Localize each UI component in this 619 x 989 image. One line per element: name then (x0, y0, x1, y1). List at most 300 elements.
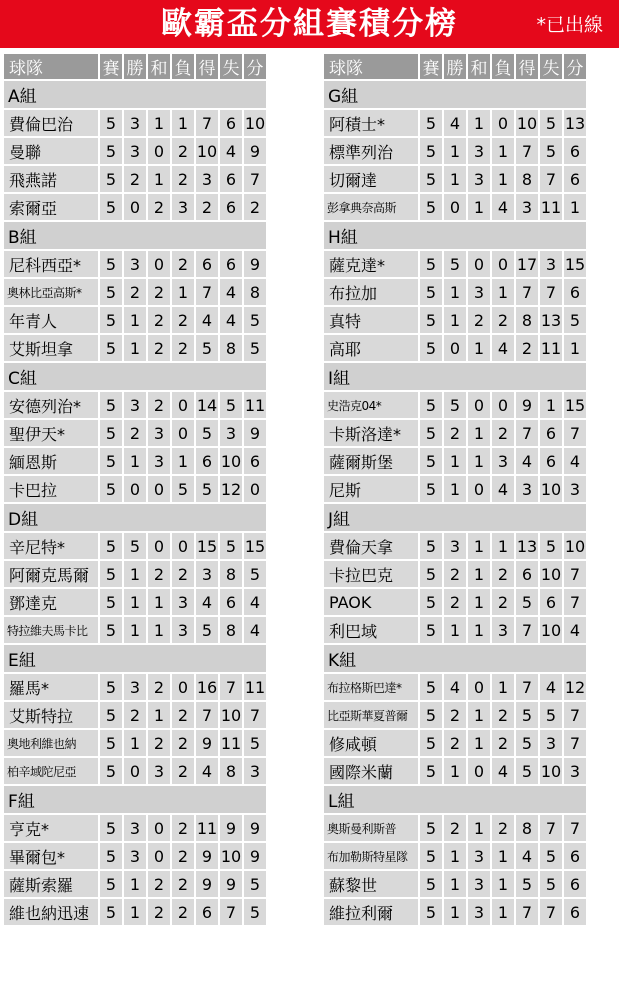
group-name: C組 (4, 363, 266, 390)
stat-f: 9 (196, 871, 218, 897)
team-name: 卡拉巴克 (324, 561, 418, 587)
column-header: 得 (516, 54, 538, 79)
table-row (4, 758, 266, 784)
stat-f: 11 (196, 815, 218, 841)
table-row (324, 166, 586, 192)
stat-w: 3 (124, 110, 146, 136)
stat-d: 0 (468, 251, 490, 277)
stat-pts: 7 (564, 420, 586, 446)
stat-pts: 6 (564, 899, 586, 925)
stat-a: 7 (540, 279, 562, 305)
stat-w: 5 (444, 392, 466, 418)
team-name: 費倫巴治 (4, 110, 98, 136)
stat-w: 1 (124, 561, 146, 587)
stat-a: 4 (540, 674, 562, 700)
stat-w: 1 (444, 448, 466, 474)
stat-w: 1 (124, 730, 146, 756)
stat-p: 5 (420, 138, 442, 164)
column-header: 得 (196, 54, 218, 79)
table-row (4, 871, 266, 897)
table-row (4, 702, 266, 728)
stat-l: 2 (172, 730, 194, 756)
stat-pts: 5 (244, 730, 266, 756)
team-name: 費倫天拿 (324, 533, 418, 559)
stat-p: 5 (420, 730, 442, 756)
stat-a: 10 (220, 448, 242, 474)
stat-d: 2 (148, 871, 170, 897)
stat-w: 1 (124, 335, 146, 361)
team-name: 薩克達* (324, 251, 418, 277)
team-name: 史浩克04* (324, 392, 418, 418)
stat-d: 3 (468, 871, 490, 897)
stat-p: 5 (420, 674, 442, 700)
stat-l: 2 (172, 335, 194, 361)
column-header: 負 (172, 54, 194, 79)
stat-w: 1 (124, 617, 146, 643)
team-name: 特拉維夫馬卡比 (4, 617, 98, 643)
stat-d: 1 (148, 617, 170, 643)
stat-a: 4 (220, 279, 242, 305)
stat-a: 7 (540, 166, 562, 192)
stat-d: 0 (468, 674, 490, 700)
stat-f: 8 (516, 815, 538, 841)
stat-a: 5 (540, 110, 562, 136)
table-row (4, 138, 266, 164)
group-name: E組 (4, 645, 266, 672)
stat-l: 5 (172, 476, 194, 502)
stat-l: 2 (172, 307, 194, 333)
stat-w: 2 (444, 702, 466, 728)
stat-f: 6 (196, 899, 218, 925)
team-name: 索爾亞 (4, 194, 98, 220)
stat-l: 2 (492, 561, 514, 587)
stat-pts: 4 (244, 589, 266, 615)
stat-d: 2 (148, 307, 170, 333)
team-name: 利巴域 (324, 617, 418, 643)
stat-d: 1 (468, 420, 490, 446)
stat-a: 8 (220, 617, 242, 643)
stat-p: 5 (100, 194, 122, 220)
stat-w: 1 (444, 871, 466, 897)
stat-w: 1 (444, 307, 466, 333)
stat-w: 5 (124, 533, 146, 559)
stat-f: 5 (196, 617, 218, 643)
stat-pts: 9 (244, 251, 266, 277)
team-name: 畢爾包* (4, 843, 98, 869)
table-row (324, 730, 586, 756)
stat-a: 10 (540, 561, 562, 587)
stat-f: 6 (516, 561, 538, 587)
column-header: 勝 (124, 54, 146, 79)
team-name: 聖伊天* (4, 420, 98, 446)
stat-d: 2 (148, 335, 170, 361)
team-name: 奧林比亞高斯* (4, 279, 98, 305)
stat-p: 5 (420, 251, 442, 277)
stat-f: 2 (516, 335, 538, 361)
stat-d: 0 (148, 815, 170, 841)
group-name: B組 (4, 222, 266, 249)
stat-p: 5 (100, 617, 122, 643)
table-row (324, 194, 586, 220)
team-name: 維拉利爾 (324, 899, 418, 925)
stat-w: 1 (444, 758, 466, 784)
stat-p: 5 (420, 420, 442, 446)
stat-l: 0 (492, 251, 514, 277)
stat-f: 5 (196, 476, 218, 502)
stat-f: 6 (196, 251, 218, 277)
stat-d: 3 (148, 758, 170, 784)
team-name: 飛燕諾 (4, 166, 98, 192)
stat-l: 2 (492, 815, 514, 841)
stat-f: 16 (196, 674, 218, 700)
stat-p: 5 (100, 815, 122, 841)
stat-p: 5 (420, 617, 442, 643)
table-row (324, 448, 586, 474)
stat-a: 10 (540, 758, 562, 784)
team-name: 尼科西亞* (4, 251, 98, 277)
stat-f: 7 (516, 420, 538, 446)
team-name: 羅馬* (4, 674, 98, 700)
stat-p: 5 (100, 392, 122, 418)
stat-p: 5 (100, 561, 122, 587)
table-row (324, 674, 586, 700)
team-name: 尼斯 (324, 476, 418, 502)
stat-pts: 5 (244, 335, 266, 361)
stat-f: 10 (516, 110, 538, 136)
stat-l: 1 (492, 871, 514, 897)
table-row (324, 476, 586, 502)
stat-f: 5 (516, 758, 538, 784)
table-row (4, 730, 266, 756)
group-name: K組 (324, 645, 586, 672)
stat-f: 9 (196, 730, 218, 756)
team-name: 國際米蘭 (324, 758, 418, 784)
stat-l: 2 (492, 730, 514, 756)
stat-p: 5 (420, 279, 442, 305)
table-row (324, 533, 586, 559)
table-row (4, 279, 266, 305)
stat-p: 5 (100, 589, 122, 615)
team-name: 卡斯洛達* (324, 420, 418, 446)
stat-w: 3 (124, 138, 146, 164)
stat-w: 0 (444, 194, 466, 220)
stat-p: 5 (100, 730, 122, 756)
stat-a: 10 (220, 843, 242, 869)
stat-l: 0 (492, 392, 514, 418)
stat-d: 1 (468, 730, 490, 756)
table-row (4, 166, 266, 192)
stat-p: 5 (420, 899, 442, 925)
right-standings (322, 52, 588, 927)
table-row (4, 251, 266, 277)
stat-p: 5 (420, 758, 442, 784)
team-name: 艾斯特拉 (4, 702, 98, 728)
stat-f: 7 (516, 138, 538, 164)
stat-w: 2 (124, 420, 146, 446)
stat-w: 4 (444, 674, 466, 700)
stat-pts: 3 (244, 758, 266, 784)
stat-p: 5 (420, 335, 442, 361)
stat-p: 5 (420, 110, 442, 136)
stat-l: 2 (172, 561, 194, 587)
stat-pts: 11 (244, 392, 266, 418)
stat-pts: 7 (244, 702, 266, 728)
stat-a: 5 (540, 702, 562, 728)
group-row (4, 504, 266, 531)
stat-p: 5 (420, 871, 442, 897)
stat-f: 5 (516, 702, 538, 728)
column-header: 和 (148, 54, 170, 79)
stat-p: 5 (100, 110, 122, 136)
group-row (4, 81, 266, 108)
stat-pts: 5 (244, 307, 266, 333)
stat-a: 6 (540, 448, 562, 474)
team-name: 艾斯坦拿 (4, 335, 98, 361)
stat-a: 7 (220, 899, 242, 925)
stat-d: 1 (468, 815, 490, 841)
stat-d: 2 (148, 730, 170, 756)
stat-l: 2 (172, 758, 194, 784)
stat-pts: 4 (244, 617, 266, 643)
table-row (4, 307, 266, 333)
column-header: 和 (468, 54, 490, 79)
team-name: 薩爾斯堡 (324, 448, 418, 474)
stat-f: 3 (516, 476, 538, 502)
team-name: 布加勒斯特星隊 (324, 843, 418, 869)
stat-a: 5 (540, 871, 562, 897)
stat-f: 4 (196, 758, 218, 784)
stat-d: 1 (468, 194, 490, 220)
stat-l: 1 (172, 279, 194, 305)
group-row (4, 222, 266, 249)
stat-a: 8 (220, 758, 242, 784)
stat-pts: 9 (244, 420, 266, 446)
table-row (324, 758, 586, 784)
qualified-note: *已出線 (536, 14, 603, 36)
stat-pts: 15 (564, 251, 586, 277)
stat-f: 4 (516, 448, 538, 474)
stat-a: 11 (220, 730, 242, 756)
stat-p: 5 (420, 476, 442, 502)
stat-f: 5 (196, 335, 218, 361)
stat-p: 5 (100, 871, 122, 897)
stat-a: 9 (220, 815, 242, 841)
table-row (4, 194, 266, 220)
stat-p: 5 (420, 166, 442, 192)
stat-pts: 5 (564, 307, 586, 333)
stat-w: 1 (444, 476, 466, 502)
stat-f: 6 (196, 448, 218, 474)
stat-f: 17 (516, 251, 538, 277)
stat-f: 7 (196, 702, 218, 728)
stat-l: 1 (492, 138, 514, 164)
stat-d: 2 (148, 674, 170, 700)
table-row (324, 392, 586, 418)
stat-w: 1 (444, 279, 466, 305)
stat-l: 2 (492, 589, 514, 615)
team-name: 緬恩斯 (4, 448, 98, 474)
team-name: 曼聯 (4, 138, 98, 164)
table-row (4, 815, 266, 841)
stat-d: 2 (148, 392, 170, 418)
table-row (4, 674, 266, 700)
group-row (324, 645, 586, 672)
group-row (324, 786, 586, 813)
stat-pts: 7 (564, 730, 586, 756)
stat-d: 2 (148, 899, 170, 925)
stat-w: 1 (124, 589, 146, 615)
stat-f: 3 (196, 561, 218, 587)
group-name: L組 (324, 786, 586, 813)
stat-a: 7 (540, 899, 562, 925)
stat-f: 7 (196, 110, 218, 136)
stat-w: 3 (124, 674, 146, 700)
table-row (4, 617, 266, 643)
team-name: 真特 (324, 307, 418, 333)
group-row (4, 363, 266, 390)
stat-w: 2 (124, 279, 146, 305)
team-name: 布拉格斯巴達* (324, 674, 418, 700)
stat-p: 5 (420, 533, 442, 559)
stat-d: 0 (148, 843, 170, 869)
stat-p: 5 (100, 674, 122, 700)
table-row (324, 871, 586, 897)
stat-pts: 3 (564, 758, 586, 784)
stat-pts: 6 (564, 279, 586, 305)
stat-l: 2 (172, 251, 194, 277)
stat-a: 8 (220, 335, 242, 361)
stat-l: 1 (492, 899, 514, 925)
stat-f: 5 (516, 730, 538, 756)
stat-f: 10 (196, 138, 218, 164)
stat-w: 1 (444, 899, 466, 925)
stat-pts: 8 (244, 279, 266, 305)
team-name: 維也納迅速 (4, 899, 98, 925)
stat-w: 1 (444, 617, 466, 643)
stat-pts: 7 (564, 815, 586, 841)
stat-d: 0 (468, 392, 490, 418)
stat-a: 13 (540, 307, 562, 333)
stat-w: 2 (444, 589, 466, 615)
group-row (324, 363, 586, 390)
stat-d: 1 (468, 561, 490, 587)
stat-p: 5 (100, 420, 122, 446)
column-header: 失 (540, 54, 562, 79)
stat-l: 1 (492, 533, 514, 559)
stat-w: 0 (124, 476, 146, 502)
stat-p: 5 (100, 307, 122, 333)
stat-l: 2 (172, 166, 194, 192)
stat-w: 2 (444, 561, 466, 587)
stat-a: 6 (220, 110, 242, 136)
table-row (4, 561, 266, 587)
stat-d: 1 (148, 166, 170, 192)
column-header: 球隊 (4, 54, 98, 79)
stat-pts: 6 (564, 166, 586, 192)
stat-d: 1 (148, 702, 170, 728)
stat-pts: 15 (244, 533, 266, 559)
stat-d: 1 (468, 702, 490, 728)
stat-d: 2 (468, 307, 490, 333)
team-name: 彭拿典奈高斯 (324, 194, 418, 220)
stat-d: 2 (148, 279, 170, 305)
stat-a: 6 (220, 194, 242, 220)
stat-f: 15 (196, 533, 218, 559)
stat-pts: 12 (564, 674, 586, 700)
stat-p: 5 (420, 448, 442, 474)
stat-pts: 13 (564, 110, 586, 136)
team-name: 年青人 (4, 307, 98, 333)
stat-l: 2 (172, 702, 194, 728)
stat-f: 2 (196, 194, 218, 220)
stat-w: 5 (444, 251, 466, 277)
stat-l: 3 (172, 194, 194, 220)
stat-w: 2 (444, 730, 466, 756)
column-header: 失 (220, 54, 242, 79)
table-row (324, 420, 586, 446)
table-row (4, 843, 266, 869)
team-name: 奧地利維也納 (4, 730, 98, 756)
stat-d: 1 (148, 589, 170, 615)
stat-f: 7 (516, 617, 538, 643)
stat-a: 6 (220, 589, 242, 615)
stat-a: 4 (220, 138, 242, 164)
stat-p: 5 (100, 448, 122, 474)
stat-p: 5 (420, 589, 442, 615)
table-row (324, 561, 586, 587)
stat-d: 0 (148, 476, 170, 502)
stat-p: 5 (100, 702, 122, 728)
stat-p: 5 (420, 194, 442, 220)
table-row (4, 589, 266, 615)
stat-pts: 7 (244, 166, 266, 192)
team-name: 標準列治 (324, 138, 418, 164)
stat-pts: 3 (564, 476, 586, 502)
stat-p: 5 (100, 533, 122, 559)
stat-f: 7 (516, 674, 538, 700)
team-name: 卡巴拉 (4, 476, 98, 502)
stat-f: 7 (516, 279, 538, 305)
stat-f: 4 (516, 843, 538, 869)
table-row (324, 335, 586, 361)
stat-pts: 15 (564, 392, 586, 418)
stat-d: 2 (148, 194, 170, 220)
stat-d: 3 (148, 420, 170, 446)
stat-d: 1 (468, 617, 490, 643)
stat-w: 3 (124, 392, 146, 418)
standings-table-right (322, 52, 588, 927)
header-row (324, 54, 586, 79)
stat-a: 6 (220, 251, 242, 277)
stat-d: 3 (468, 899, 490, 925)
stat-l: 2 (492, 307, 514, 333)
stat-l: 1 (492, 166, 514, 192)
group-name: H組 (324, 222, 586, 249)
stat-a: 11 (540, 335, 562, 361)
table-row (4, 533, 266, 559)
stat-w: 0 (124, 758, 146, 784)
table-row (324, 815, 586, 841)
stat-l: 0 (172, 392, 194, 418)
stat-a: 7 (220, 674, 242, 700)
stat-d: 0 (468, 476, 490, 502)
stat-a: 12 (220, 476, 242, 502)
stat-l: 4 (492, 335, 514, 361)
column-header: 賽 (100, 54, 122, 79)
stat-a: 6 (540, 589, 562, 615)
stat-a: 4 (220, 307, 242, 333)
stat-pts: 6 (564, 871, 586, 897)
